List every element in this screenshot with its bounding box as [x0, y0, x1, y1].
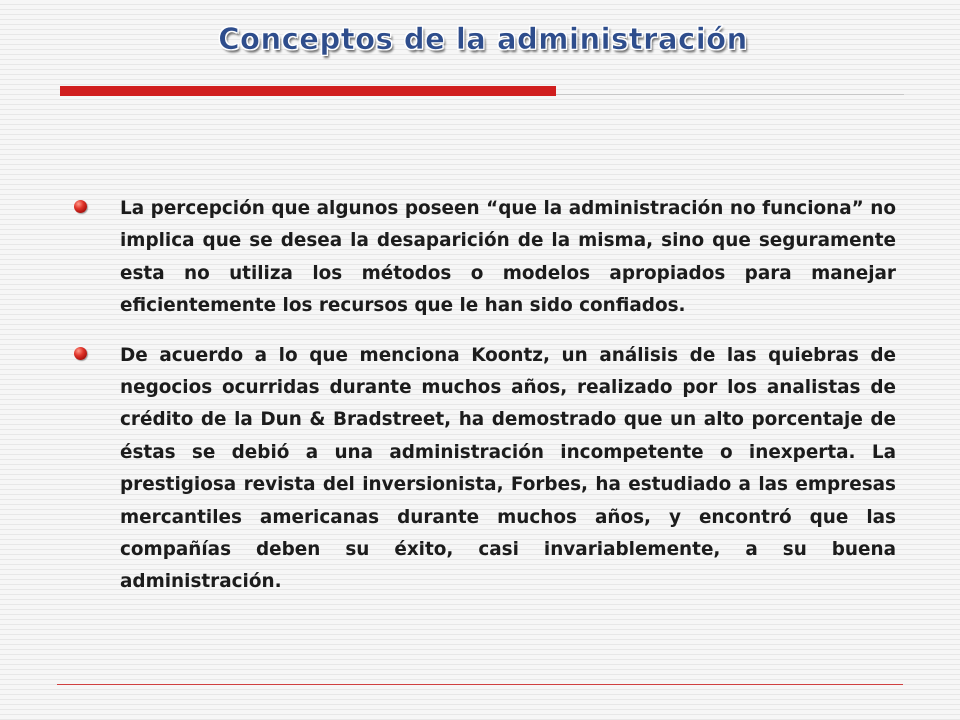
title-divider-line: [556, 94, 904, 95]
bullet-list: [74, 193, 896, 616]
title-accent-bar: [60, 86, 556, 96]
red-bullet-icon: [74, 347, 87, 360]
slide-title: Conceptos de la administración: [218, 22, 748, 56]
bullet-item: [74, 340, 896, 599]
bullet-text: De acuerdo a lo que menciona Koontz, un análisis de las quiebras de negocios ocurridas durante muchos años, realizado por los analistas de crédito de la Dun & Bradstreet, ha demostrado que un alto porcentaje de éstas se debió a una administración incompetente o inexperta. La prestigiosa revista del inversionista, Forbes, ha estudiado a las empresas mercantiles americanas durante muchos años, y encontró que las compañías deben su éxito, casi invariablemente, a su buena administración.: [120, 344, 896, 593]
bullet-item: [74, 193, 896, 323]
bullet-text: La percepción que algunos poseen “que la administración no funciona” no implica que se desea la desaparición de la misma, sino que seguramente esta no utiliza los métodos o modelos apropiados para manejar eficientemente los recursos que le han sido confiados.: [120, 198, 896, 317]
red-bullet-icon: [74, 200, 87, 213]
footer-divider-line: [57, 684, 903, 685]
